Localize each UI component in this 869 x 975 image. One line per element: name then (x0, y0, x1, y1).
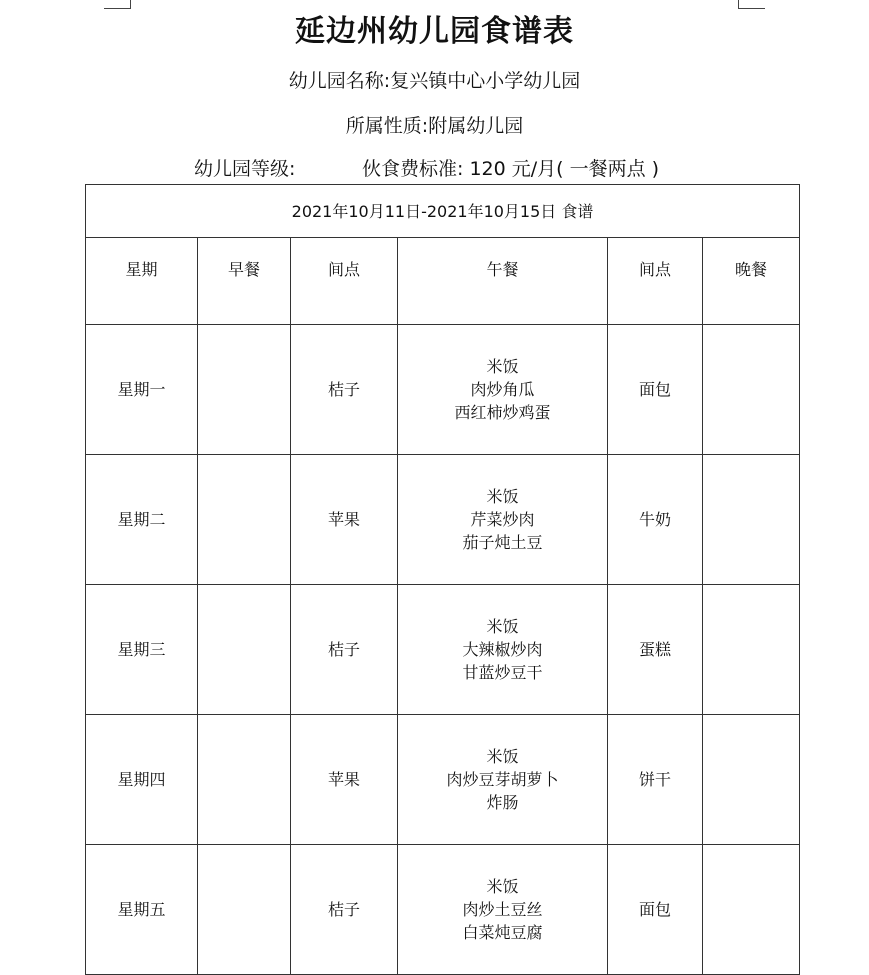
snack1-cell: 桔子 (291, 585, 398, 715)
lunch-item: 大辣椒炒肉 (462, 640, 543, 659)
header-breakfast: 早餐 (198, 238, 291, 325)
lunch-item: 白菜炖豆腐 (462, 923, 543, 942)
table-row (86, 455, 800, 585)
lunch-cell (398, 845, 608, 975)
date-range-cell: 2021年10月11日-2021年10月15日 食谱 (86, 185, 800, 238)
weekday-cell: 星期三 (86, 585, 198, 715)
fee-standard-line: 伙食费标准: 120 元/月( 一餐两点 ) (362, 158, 660, 180)
snack2-cell: 面包 (608, 325, 703, 455)
lunch-item: 芹菜炒肉 (470, 510, 535, 529)
snack1-cell: 桔子 (291, 325, 398, 455)
breakfast-cell (198, 715, 291, 845)
snack2-cell: 牛奶 (608, 455, 703, 585)
school-name-line: 幼儿园名称:复兴镇中心小学幼儿园 (288, 70, 581, 92)
lunch-item: 米饭 (486, 617, 519, 636)
breakfast-cell (198, 455, 291, 585)
dinner-cell (703, 325, 800, 455)
header-lunch: 午餐 (398, 238, 608, 325)
table-row (86, 585, 800, 715)
dinner-cell (703, 585, 800, 715)
lunch-cell (398, 715, 608, 845)
lunch-item: 肉炒土豆丝 (462, 900, 543, 919)
weekday-cell: 星期二 (86, 455, 198, 585)
snack2-cell: 饼干 (608, 715, 703, 845)
lunch-item: 西红柿炒鸡蛋 (454, 403, 551, 422)
weekday-cell: 星期五 (86, 845, 198, 975)
date-range-row (86, 185, 800, 238)
lunch-item: 米饭 (486, 877, 519, 896)
lunch-item: 米饭 (486, 747, 519, 766)
menu-table (85, 184, 800, 975)
header-snack-1: 间点 (291, 238, 398, 325)
breakfast-cell (198, 325, 291, 455)
weekday-cell: 星期四 (86, 715, 198, 845)
table-row (86, 715, 800, 845)
table-row (86, 325, 800, 455)
weekday-cell: 星期一 (86, 325, 198, 455)
lunch-item: 甘蓝炒豆干 (462, 663, 543, 682)
snack2-cell: 面包 (608, 845, 703, 975)
snack1-cell: 苹果 (291, 715, 398, 845)
header-row (86, 238, 800, 325)
lunch-item: 肉炒角瓜 (470, 380, 535, 399)
header-dinner: 晚餐 (703, 238, 800, 325)
lunch-cell (398, 325, 608, 455)
lunch-item: 炸肠 (486, 793, 519, 812)
lunch-item: 茄子炖土豆 (462, 533, 543, 552)
snack1-cell: 苹果 (291, 455, 398, 585)
breakfast-cell (198, 845, 291, 975)
breakfast-cell (198, 585, 291, 715)
grade-label: 幼儿园等级: (194, 158, 296, 180)
nature-line: 所属性质:附属幼儿园 (345, 115, 524, 137)
snack2-cell: 蛋糕 (608, 585, 703, 715)
lunch-cell (398, 585, 608, 715)
header-weekday: 星期 (86, 238, 198, 325)
header-snack-2: 间点 (608, 238, 703, 325)
lunch-cell (398, 455, 608, 585)
dinner-cell (703, 715, 800, 845)
dinner-cell (703, 845, 800, 975)
document-title: 延边州幼儿园食谱表 (295, 14, 574, 49)
lunch-item: 米饭 (486, 487, 519, 506)
snack1-cell: 桔子 (291, 845, 398, 975)
dinner-cell (703, 455, 800, 585)
lunch-item: 米饭 (486, 357, 519, 376)
lunch-item: 肉炒豆芽胡萝卜 (446, 770, 559, 789)
table-row (86, 845, 800, 975)
